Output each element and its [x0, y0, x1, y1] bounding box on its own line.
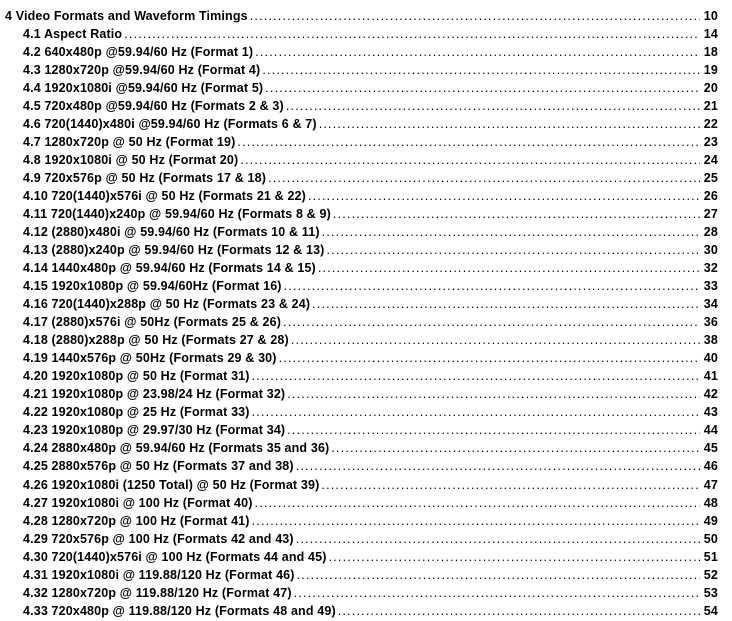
- toc-page-number: 10: [703, 9, 718, 23]
- toc-section-entry[interactable]: [23, 169, 718, 187]
- toc-dot-leader: [319, 115, 700, 133]
- toc-entry-title: 4.33 720x480p @ 119.88/120 Hz (Formats 48 and 49): [23, 603, 336, 618]
- toc-section-entry[interactable]: [23, 385, 718, 403]
- toc-section-entry[interactable]: [23, 421, 718, 439]
- toc-section-entry[interactable]: [23, 277, 718, 295]
- toc-dot-leader: [296, 530, 700, 548]
- toc-page-number: 21: [703, 99, 718, 114]
- toc-entry-title: 4.23 1920x1080p @ 29.97/30 Hz (Format 34): [23, 423, 286, 438]
- toc-section-entry[interactable]: [23, 313, 718, 331]
- toc-entry-title: 4.20 1920x1080p @ 50 Hz (Format 31): [23, 369, 250, 384]
- toc-section-entry[interactable]: [23, 25, 718, 43]
- toc-page-number: 54: [703, 603, 718, 618]
- toc-entry-title: 4.27 1920x1080i @ 100 Hz (Format 40): [23, 495, 253, 510]
- toc-dot-leader: [250, 7, 700, 25]
- toc-section-entry[interactable]: [23, 367, 718, 385]
- toc-entry-title: 4.29 720x576p @ 100 Hz (Formats 42 and 43): [23, 531, 294, 546]
- toc-section-entry[interactable]: [23, 295, 718, 313]
- toc-dot-leader: [255, 43, 700, 61]
- toc-entry-title: 4.28 1280x720p @ 100 Hz (Format 41): [23, 513, 250, 528]
- toc-dot-leader: [312, 295, 700, 313]
- toc-section-entry[interactable]: [23, 530, 718, 548]
- toc-entry-title: 4.18 (2880)x288p @ 50 Hz (Formats 27 & 28): [23, 333, 289, 348]
- toc-page-number: 50: [703, 531, 718, 546]
- toc-page-number: 14: [703, 27, 718, 41]
- toc-dot-leader: [338, 602, 700, 620]
- toc-page-number: 20: [703, 81, 718, 96]
- toc-page-number: 52: [703, 567, 718, 582]
- toc-page-number: 32: [703, 261, 718, 276]
- toc-entry-title: 4.10 720(1440)x576i @ 50 Hz (Formats 21 & 22): [23, 189, 306, 204]
- toc-dot-leader: [283, 313, 700, 331]
- toc-dot-leader: [240, 151, 700, 169]
- toc-page-number: 36: [703, 315, 718, 330]
- toc-entry-title: 4.13 (2880)x240p @ 59.94/60 Hz (Formats 12 & 13): [23, 243, 325, 258]
- toc-entry-title: 4.26 1920x1080i (1250 Total) @ 50 Hz (Format 39): [23, 477, 320, 492]
- toc-section-entry[interactable]: [23, 115, 718, 133]
- toc-dot-leader: [252, 403, 700, 421]
- toc-page-number: 38: [703, 333, 718, 348]
- toc-dot-leader: [265, 79, 700, 97]
- toc-dot-leader: [262, 61, 700, 79]
- toc-entry-title: 4.7 1280x720p @ 50 Hz (Format 19): [23, 135, 236, 150]
- toc-page-number: 25: [703, 171, 718, 186]
- toc-entry-title: 4.6 720(1440)x480i @59.94/60 Hz (Formats 6 & 7): [23, 117, 317, 132]
- toc-dot-leader: [333, 205, 700, 223]
- toc-section-entry[interactable]: [23, 349, 718, 367]
- toc-dot-leader: [124, 25, 700, 43]
- toc-dot-leader: [252, 367, 700, 385]
- toc-entry-title: 4.31 1920x1080i @ 119.88/120 Hz (Format 46): [23, 567, 295, 582]
- toc-page-number: 53: [703, 585, 718, 600]
- toc-dot-leader: [291, 331, 700, 349]
- toc-entry-title: 4.30 720(1440)x576i @ 100 Hz (Formats 44 and 45): [23, 549, 327, 564]
- toc-chapter-entry[interactable]: [5, 7, 718, 25]
- toc-entry-title: 4.22 1920x1080p @ 25 Hz (Format 33): [23, 405, 250, 420]
- toc-entry-title: 4.24 2880x480p @ 59.94/60 Hz (Formats 35 and 36): [23, 441, 330, 456]
- toc-dot-leader: [322, 223, 700, 241]
- toc-entry-title: 4.9 720x576p @ 50 Hz (Formats 17 & 18): [23, 171, 267, 186]
- toc-entry-title: 4.11 720(1440)x240p @ 59.94/60 Hz (Formats 8 & 9): [23, 207, 331, 222]
- toc-entry-title: 4.1 Aspect Ratio: [23, 27, 123, 41]
- toc-page-number: 40: [703, 351, 718, 366]
- toc-dot-leader: [287, 385, 700, 403]
- toc-section-entry[interactable]: [23, 584, 718, 602]
- toc-page-number: 45: [703, 441, 718, 456]
- toc-section-entry[interactable]: [23, 331, 718, 349]
- toc-page-number: 23: [703, 135, 718, 150]
- toc-section-entry[interactable]: [23, 97, 718, 115]
- toc-page-number: 42: [703, 387, 718, 402]
- toc-page-number: 43: [703, 405, 718, 420]
- toc-page-number: 41: [703, 369, 718, 384]
- toc-page-number: 22: [703, 117, 718, 132]
- toc-section-entry[interactable]: [23, 133, 718, 151]
- toc-page-number: 33: [703, 279, 718, 294]
- toc-entry-title: 4.4 1920x1080i @59.94/60 Hz (Format 5): [23, 81, 264, 96]
- toc-page-number: 47: [703, 477, 718, 492]
- toc-section-entry[interactable]: [23, 79, 718, 97]
- toc-section-entry[interactable]: [23, 512, 718, 530]
- toc-dot-leader: [237, 133, 700, 151]
- toc-dot-leader: [327, 241, 701, 259]
- toc-page-number: 27: [703, 207, 718, 222]
- toc-page-number: 49: [703, 513, 718, 528]
- toc-dot-leader: [329, 548, 700, 566]
- toc-dot-leader: [318, 259, 700, 277]
- toc-section-entry[interactable]: [23, 259, 718, 277]
- toc-entry-title: 4.15 1920x1080p @ 59.94/60Hz (Format 16): [23, 279, 282, 294]
- toc-section-entry[interactable]: [23, 61, 718, 79]
- toc-section-entry[interactable]: [23, 205, 718, 223]
- toc-dot-leader: [287, 421, 700, 439]
- toc-dot-leader: [268, 169, 700, 187]
- toc-page-number: 46: [703, 459, 718, 474]
- toc-dot-leader: [294, 584, 700, 602]
- toc-dot-leader: [308, 187, 700, 205]
- toc-entry-title: 4.17 (2880)x576i @ 50Hz (Formats 25 & 26): [23, 315, 282, 330]
- toc-section-entry[interactable]: [23, 403, 718, 421]
- toc-entry-title: 4.21 1920x1080p @ 23.98/24 Hz (Format 32): [23, 387, 286, 402]
- toc-section-entry[interactable]: [23, 602, 718, 620]
- toc-page-number: 34: [703, 297, 718, 312]
- toc-entry-title: 4.2 640x480p @59.94/60 Hz (Format 1): [23, 45, 254, 60]
- toc-section-entry[interactable]: [23, 476, 718, 494]
- toc-dot-leader: [296, 457, 700, 475]
- toc-entry-title: 4.16 720(1440)x288p @ 50 Hz (Formats 23 & 24): [23, 297, 311, 312]
- toc-entry-title: 4.14 1440x480p @ 59.94/60 Hz (Formats 14 & 15): [23, 261, 316, 276]
- toc-entry-title: 4.32 1280x720p @ 119.88/120 Hz (Format 47): [23, 585, 292, 600]
- toc-dot-leader: [297, 566, 700, 584]
- toc-dot-leader: [321, 476, 700, 494]
- toc-section-entry[interactable]: [23, 439, 718, 457]
- toc-section-entry[interactable]: [23, 151, 718, 169]
- toc-entry-title: 4.19 1440x576p @ 50Hz (Formats 29 & 30): [23, 351, 277, 366]
- toc-page-number: 28: [703, 225, 718, 240]
- toc-section-entry[interactable]: [23, 457, 718, 475]
- toc-dot-leader: [255, 494, 700, 512]
- toc-page-number: 18: [703, 45, 718, 60]
- toc-section-entry[interactable]: [23, 241, 718, 259]
- toc-entry-title: 4.25 2880x576p @ 50 Hz (Formats 37 and 38): [23, 459, 294, 474]
- toc-dot-leader: [331, 439, 700, 457]
- toc-entry-title: 4.8 1920x1080i @ 50 Hz (Format 20): [23, 153, 239, 168]
- toc-entry-title: 4 Video Formats and Waveform Timings: [5, 9, 248, 23]
- toc-section-entry[interactable]: [23, 43, 718, 61]
- toc-section-entry[interactable]: [23, 187, 718, 205]
- toc-page-number: 24: [703, 153, 718, 168]
- toc-section-entry[interactable]: [23, 548, 718, 566]
- toc-section-entry[interactable]: [23, 566, 718, 584]
- toc-page-number: 51: [703, 549, 718, 564]
- toc-page-number: 30: [703, 243, 718, 258]
- toc-section-entry[interactable]: [23, 223, 718, 241]
- toc-dot-leader: [279, 349, 700, 367]
- toc-entry-title: 4.5 720x480p @59.94/60 Hz (Formats 2 & 3): [23, 99, 284, 114]
- toc-page-number: 44: [703, 423, 718, 438]
- toc-entry-title: 4.3 1280x720p @59.94/60 Hz (Format 4): [23, 63, 261, 78]
- toc-dot-leader: [252, 512, 700, 530]
- toc-section-entry[interactable]: [23, 494, 718, 512]
- toc-dot-leader: [284, 277, 700, 295]
- toc-page-number: 48: [703, 495, 718, 510]
- toc-page-number: 26: [703, 189, 718, 204]
- toc-entry-title: 4.12 (2880)x480i @ 59.94/60 Hz (Formats 10 & 11): [23, 225, 320, 240]
- toc-dot-leader: [286, 97, 700, 115]
- toc-page-number: 19: [703, 63, 718, 78]
